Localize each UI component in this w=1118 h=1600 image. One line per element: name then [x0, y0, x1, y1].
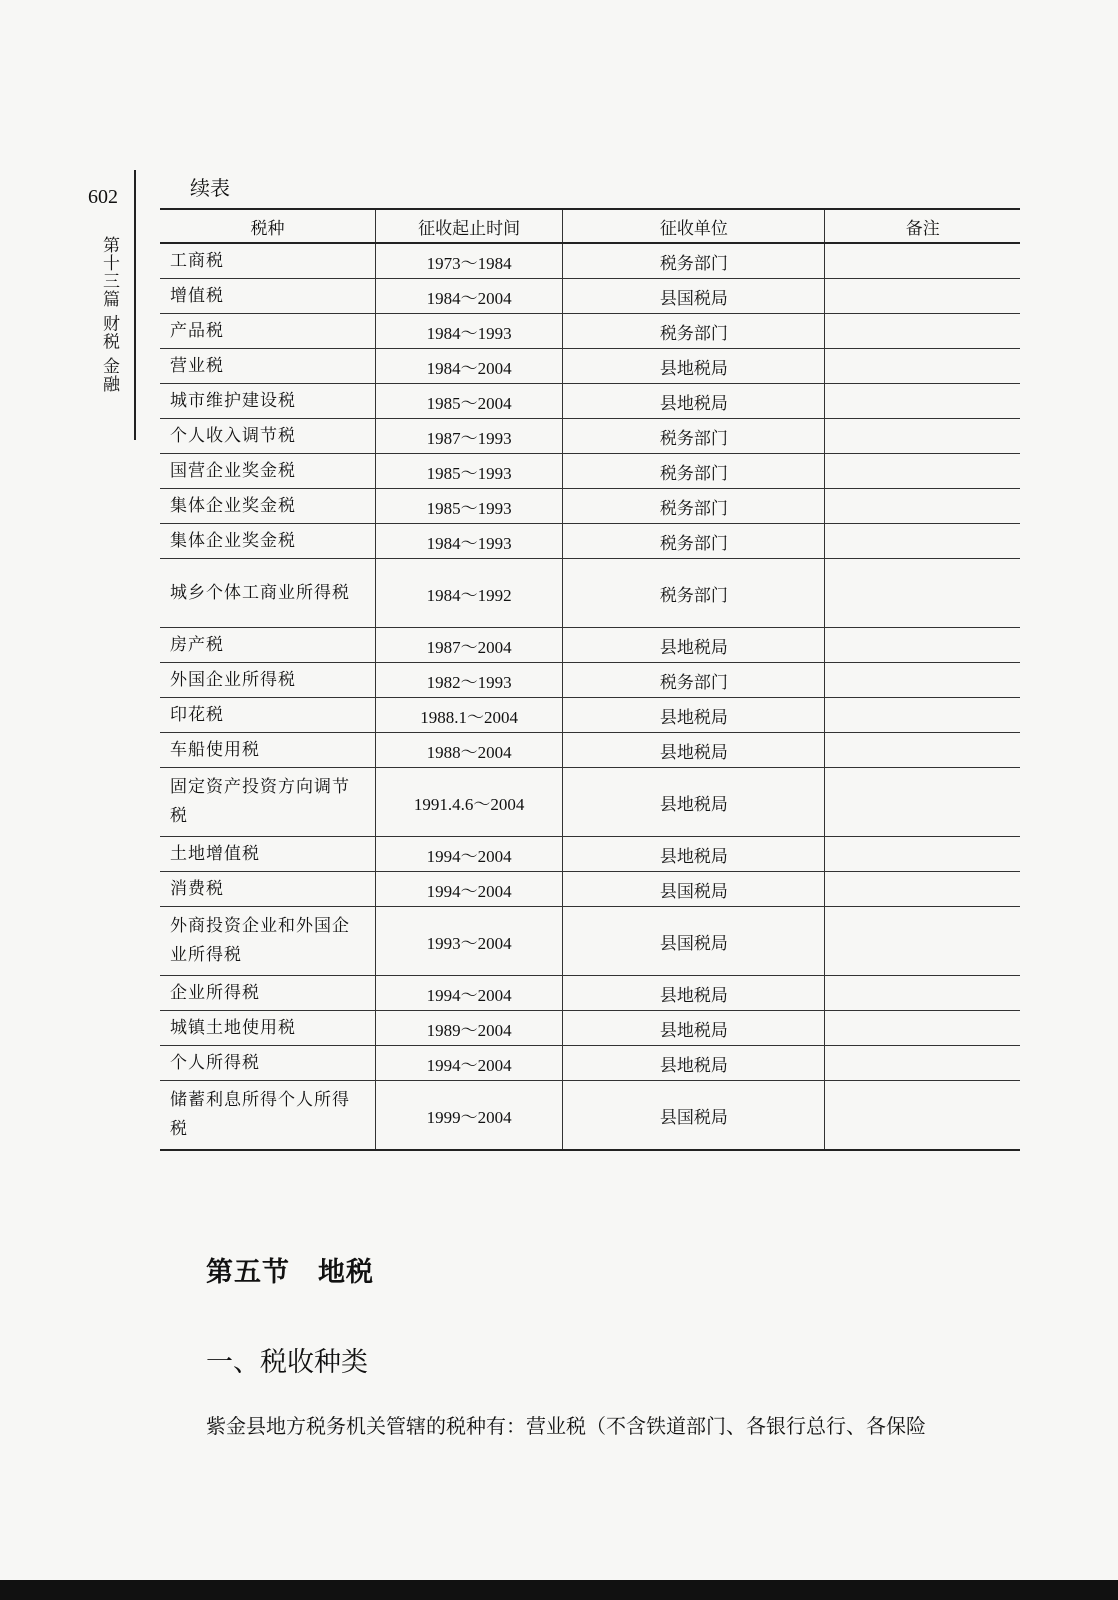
table-row — [160, 279, 1020, 314]
tax-type-cell: 车船使用税 — [160, 733, 376, 768]
unit-cell: 县地税局 — [563, 1011, 825, 1046]
tax-type-cell: 房产税 — [160, 628, 376, 663]
period-cell: 1994～2004 — [376, 837, 563, 872]
note-cell — [825, 907, 1020, 976]
tax-type-cell: 产品税 — [160, 314, 376, 349]
tax-types-table — [160, 208, 1020, 1151]
note-cell — [825, 314, 1020, 349]
unit-cell: 税务部门 — [563, 559, 825, 628]
period-cell: 1985～1993 — [376, 454, 563, 489]
note-cell — [825, 1081, 1020, 1151]
note-cell — [825, 559, 1020, 628]
note-cell — [825, 1011, 1020, 1046]
period-cell: 1991.4.6～2004 — [376, 768, 563, 837]
column-header-tax-type: 税种 — [160, 209, 376, 243]
side-divider — [134, 170, 136, 440]
tax-type-cell: 城乡个体工商业所得税 — [160, 559, 376, 628]
note-cell — [825, 1046, 1020, 1081]
unit-cell: 县地税局 — [563, 628, 825, 663]
tax-type-cell: 储蓄利息所得个人所得税 — [160, 1081, 376, 1151]
table-row — [160, 976, 1020, 1011]
period-cell: 1987～1993 — [376, 419, 563, 454]
tax-type-cell: 增值税 — [160, 279, 376, 314]
table-row — [160, 907, 1020, 976]
note-cell — [825, 384, 1020, 419]
unit-cell: 税务部门 — [563, 489, 825, 524]
tax-type-cell: 外商投资企业和外国企业所得税 — [160, 907, 376, 976]
tax-type-cell: 城镇土地使用税 — [160, 1011, 376, 1046]
scan-bottom-edge — [0, 1580, 1118, 1600]
table-row — [160, 454, 1020, 489]
note-cell — [825, 768, 1020, 837]
tax-type-cell: 城市维护建设税 — [160, 384, 376, 419]
note-cell — [825, 976, 1020, 1011]
unit-cell: 县地税局 — [563, 976, 825, 1011]
table-row — [160, 663, 1020, 698]
chapter-side-title: 第十三篇 财税 金融 — [99, 236, 119, 393]
table-row — [160, 698, 1020, 733]
table-continued-label: 续表 — [190, 176, 230, 200]
table-row — [160, 872, 1020, 907]
unit-cell: 税务部门 — [563, 419, 825, 454]
note-cell — [825, 698, 1020, 733]
subsection-title: 一、税收种类 — [206, 1347, 368, 1378]
period-cell: 1994～2004 — [376, 1046, 563, 1081]
period-cell: 1993～2004 — [376, 907, 563, 976]
tax-type-cell: 个人收入调节税 — [160, 419, 376, 454]
note-cell — [825, 419, 1020, 454]
table-row — [160, 524, 1020, 559]
note-cell — [825, 733, 1020, 768]
table-body — [160, 243, 1020, 1150]
tax-type-cell: 个人所得税 — [160, 1046, 376, 1081]
note-cell — [825, 279, 1020, 314]
note-cell — [825, 243, 1020, 279]
unit-cell: 县地税局 — [563, 768, 825, 837]
unit-cell: 县地税局 — [563, 698, 825, 733]
table-header-row — [160, 209, 1020, 243]
tax-type-cell: 企业所得税 — [160, 976, 376, 1011]
column-header-unit: 征收单位 — [563, 209, 825, 243]
table-row — [160, 559, 1020, 628]
unit-cell: 税务部门 — [563, 663, 825, 698]
tax-type-cell: 国营企业奖金税 — [160, 454, 376, 489]
column-header-note: 备注 — [825, 209, 1020, 243]
page-number: 602 — [88, 186, 118, 208]
unit-cell: 县地税局 — [563, 733, 825, 768]
column-header-period: 征收起止时间 — [376, 209, 563, 243]
tax-type-cell: 营业税 — [160, 349, 376, 384]
note-cell — [825, 663, 1020, 698]
tax-type-cell: 集体企业奖金税 — [160, 524, 376, 559]
table-row — [160, 1081, 1020, 1151]
note-cell — [825, 454, 1020, 489]
unit-cell: 税务部门 — [563, 524, 825, 559]
table-row — [160, 1011, 1020, 1046]
period-cell: 1982～1993 — [376, 663, 563, 698]
body-paragraph: 紫金县地方税务机关管辖的税种有：营业税（不含铁道部门、各银行总行、各保险 — [206, 1414, 926, 1438]
tax-type-cell: 工商税 — [160, 243, 376, 279]
period-cell: 1973～1984 — [376, 243, 563, 279]
table-row — [160, 837, 1020, 872]
period-cell: 1984～1993 — [376, 524, 563, 559]
table-row — [160, 489, 1020, 524]
note-cell — [825, 628, 1020, 663]
unit-cell: 县地税局 — [563, 1046, 825, 1081]
note-cell — [825, 489, 1020, 524]
tax-type-cell: 印花税 — [160, 698, 376, 733]
table-row — [160, 419, 1020, 454]
period-cell: 1999～2004 — [376, 1081, 563, 1151]
section-title: 第五节 地税 — [206, 1257, 374, 1288]
unit-cell: 县地税局 — [563, 349, 825, 384]
period-cell: 1987～2004 — [376, 628, 563, 663]
note-cell — [825, 349, 1020, 384]
unit-cell: 税务部门 — [563, 243, 825, 279]
period-cell: 1985～2004 — [376, 384, 563, 419]
period-cell: 1989～2004 — [376, 1011, 563, 1046]
period-cell: 1985～1993 — [376, 489, 563, 524]
period-cell: 1984～2004 — [376, 279, 563, 314]
table-row — [160, 768, 1020, 837]
note-cell — [825, 524, 1020, 559]
period-cell: 1988～2004 — [376, 733, 563, 768]
period-cell: 1984～1993 — [376, 314, 563, 349]
tax-type-cell: 土地增值税 — [160, 837, 376, 872]
period-cell: 1994～2004 — [376, 872, 563, 907]
unit-cell: 县地税局 — [563, 837, 825, 872]
table-row — [160, 243, 1020, 279]
unit-cell: 县地税局 — [563, 384, 825, 419]
unit-cell: 县国税局 — [563, 1081, 825, 1151]
tax-type-cell: 集体企业奖金税 — [160, 489, 376, 524]
unit-cell: 税务部门 — [563, 454, 825, 489]
period-cell: 1988.1～2004 — [376, 698, 563, 733]
period-cell: 1994～2004 — [376, 976, 563, 1011]
note-cell — [825, 837, 1020, 872]
table-row — [160, 314, 1020, 349]
table-row — [160, 349, 1020, 384]
unit-cell: 县国税局 — [563, 907, 825, 976]
period-cell: 1984～2004 — [376, 349, 563, 384]
note-cell — [825, 872, 1020, 907]
period-cell: 1984～1992 — [376, 559, 563, 628]
table-row — [160, 384, 1020, 419]
tax-type-cell: 消费税 — [160, 872, 376, 907]
table-row — [160, 628, 1020, 663]
table-row — [160, 1046, 1020, 1081]
table-row — [160, 733, 1020, 768]
tax-type-cell: 外国企业所得税 — [160, 663, 376, 698]
tax-type-cell: 固定资产投资方向调节税 — [160, 768, 376, 837]
unit-cell: 县国税局 — [563, 872, 825, 907]
unit-cell: 县国税局 — [563, 279, 825, 314]
unit-cell: 税务部门 — [563, 314, 825, 349]
